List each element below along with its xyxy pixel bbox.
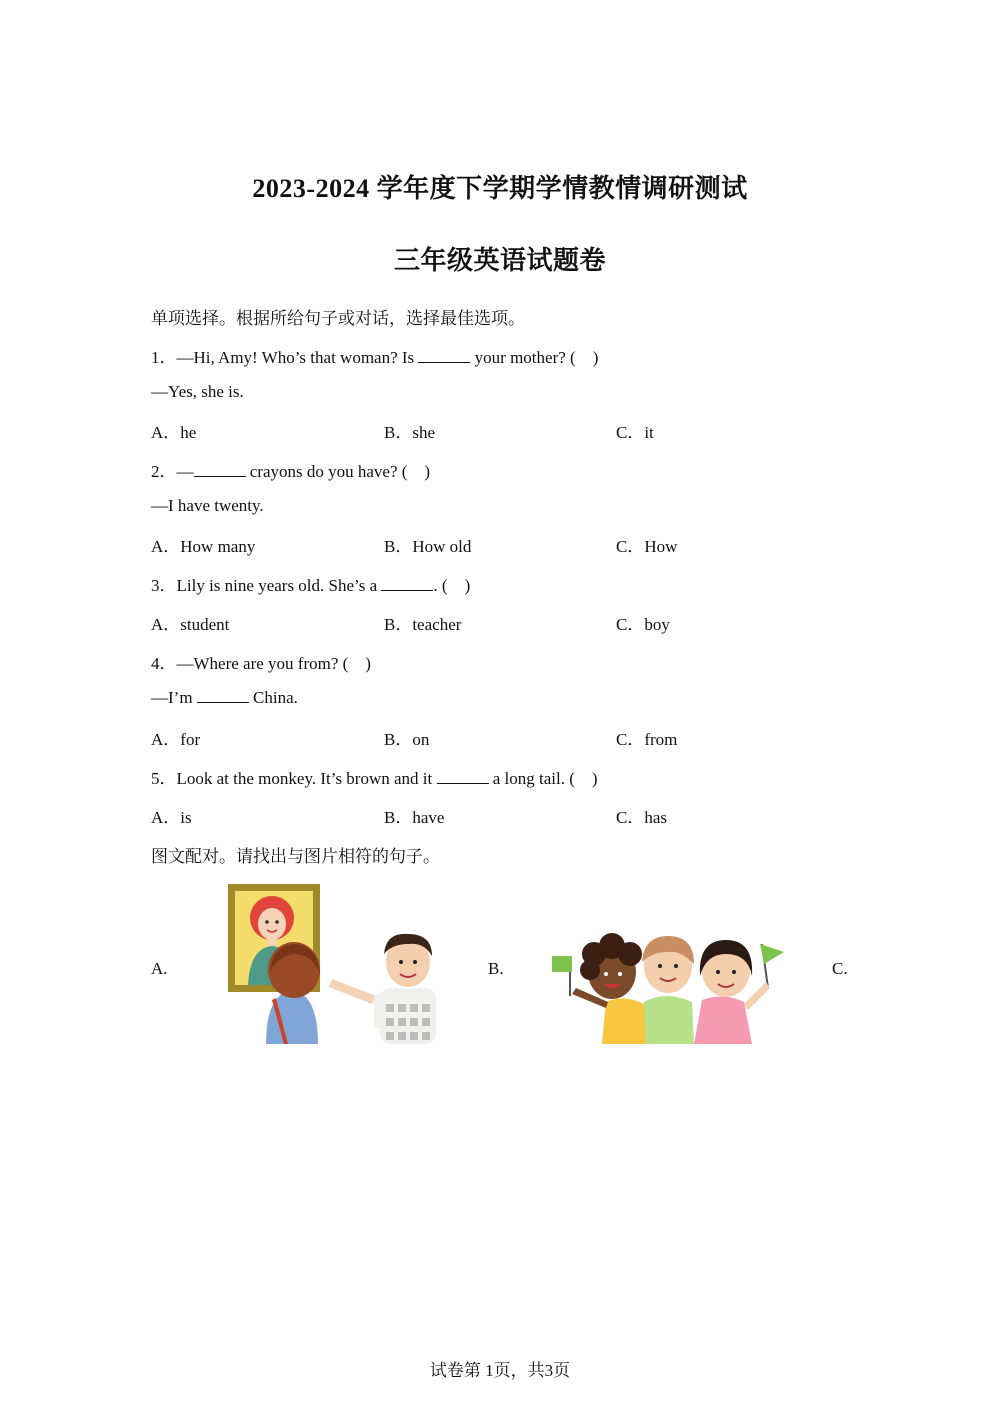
exam-title: 2023-2024 学年度下学期学情教情调研测试: [252, 174, 748, 203]
q5-option-b: B．have: [384, 808, 445, 827]
answer-blank: [381, 576, 433, 591]
q4-option-c: C．from: [616, 730, 678, 749]
exam-subtitle: 三年级英语试题卷: [393, 246, 606, 275]
q3-option-b: B．teacher: [384, 615, 462, 634]
section1-heading: 单项选择。根据所给句子或对话，选择最佳选项。: [151, 309, 525, 328]
picture-label-a: A.: [151, 959, 168, 978]
q4-option-a: A．for: [151, 730, 201, 749]
answer-blank: [197, 688, 249, 703]
q2-option-b: B．How old: [384, 537, 472, 556]
q3-option-c: C．boy: [616, 615, 670, 634]
q1-option-b: B．she: [384, 423, 435, 442]
picture-label-b: B.: [488, 959, 504, 978]
answer-blank: [194, 462, 246, 477]
picture-label-c: C.: [832, 959, 848, 978]
answer-blank: [437, 769, 489, 784]
q3-option-a: A．student: [151, 615, 230, 634]
q5-option-a: A．is: [151, 808, 192, 827]
q2-option-c: C．How: [616, 537, 678, 556]
question-4-reply: —I’m China.: [151, 688, 298, 707]
question-5: 5．Look at the monkey. It’s brown and it a long tail. ( ): [151, 769, 598, 788]
q2-option-a: A．How many: [151, 537, 256, 556]
page-footer: 试卷第 1页，共3页: [429, 1361, 571, 1380]
q5-option-c: C．has: [616, 808, 667, 827]
answer-blank: [418, 348, 470, 363]
question-4: 4．—Where are you from? ( ): [151, 654, 371, 673]
picture-boy-pointing-portrait: [226, 882, 441, 1044]
q1-option-a: A．he: [151, 423, 197, 442]
section2-heading: 图文配对。请找出与图片相符的句子。: [151, 847, 440, 866]
question-2: 2．— crayons do you have? ( ): [151, 462, 431, 481]
question-1: 1．—Hi, Amy! Who’s that woman? Is your mother? ( ): [151, 348, 599, 367]
q1-option-c: C．it: [616, 423, 654, 442]
question-3: 3．Lily is nine years old. She’s a . ( ): [151, 576, 471, 595]
question-1-reply: —Yes, she is.: [151, 382, 244, 401]
q4-option-b: B．on: [384, 730, 430, 749]
question-2-reply: —I have twenty.: [151, 496, 264, 515]
picture-children-waving-flags: [548, 932, 786, 1044]
